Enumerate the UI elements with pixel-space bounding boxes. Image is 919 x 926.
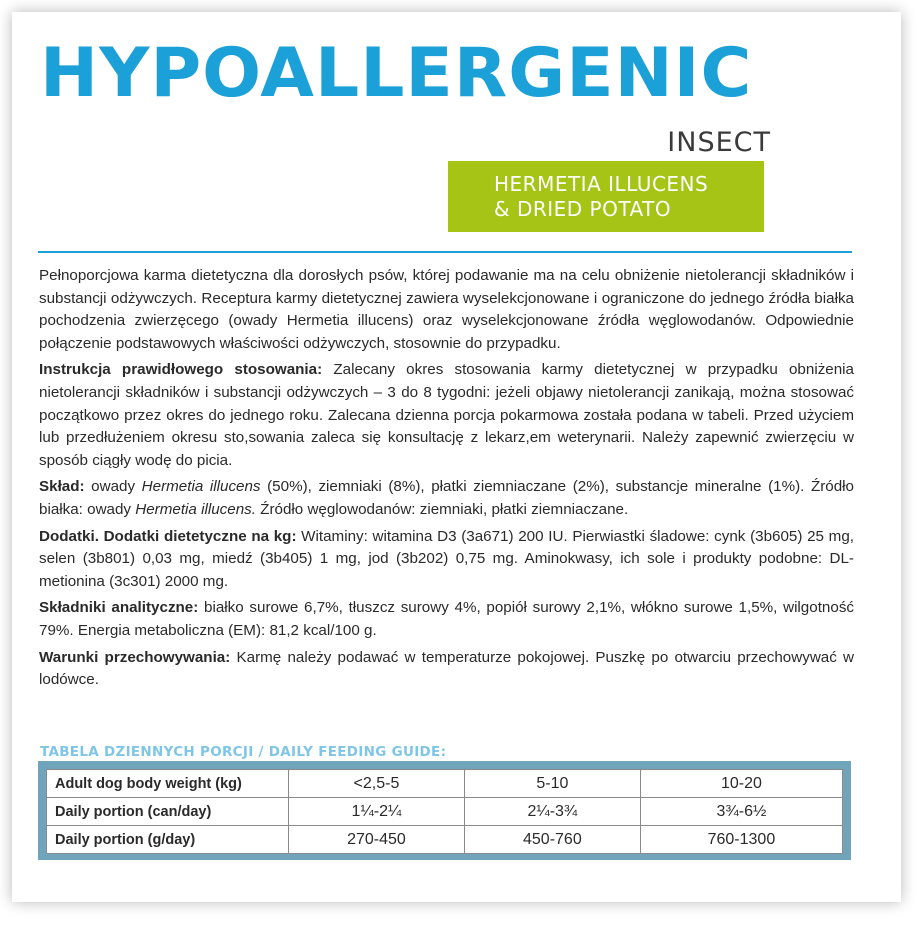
storage-paragraph: [39, 647, 854, 692]
composition-text-a: owady: [84, 478, 142, 496]
row-label: Daily portion (can/day): [47, 798, 289, 826]
analytical-text: białko surowe 6,7%, tłuszcz surowy 4%, popiół surowy 2,1%, włókno surowe 1,5%, wilgotność 79%. Energia metaboliczna (EM): 81,2 kcal/100 g.: [39, 599, 855, 639]
table-cell: <2,5-5: [289, 770, 465, 798]
table-row: [47, 826, 843, 854]
table-cell: 450-760: [464, 826, 640, 854]
divider: [38, 251, 852, 253]
ingredients-badge: [448, 161, 764, 232]
description-text: [39, 265, 854, 696]
feeding-table-title: TABELA DZIENNYCH PORCJI / DAILY FEEDING GUIDE:: [40, 744, 447, 760]
table-row: [47, 770, 843, 798]
analytical-label: Składniki analityczne:: [39, 599, 199, 617]
table-cell: 1¼-2¼: [289, 798, 465, 826]
composition-paragraph: [39, 476, 854, 521]
intro-paragraph: [39, 265, 854, 355]
usage-paragraph: [39, 359, 854, 472]
table-cell: 10-20: [640, 770, 842, 798]
table-cell: 5-10: [464, 770, 640, 798]
storage-text: Karmę należy podawać w temperaturze pokojowej. Puszkę po otwarciu przechowywać w lodówce.: [39, 648, 854, 689]
ingredients-line-1: HERMETIA ILLUCENS: [494, 172, 709, 196]
row-label: Daily portion (g/day): [47, 826, 289, 854]
table-row: [47, 798, 843, 826]
composition-text-c: Źródło węglowodanów: ziemniaki, płatki ziemniaczane.: [255, 500, 629, 518]
composition-text-b: (50%), ziemniaki (8%), płatki ziemniaczane (2%), substancje mineralne (1%). Źródło białka: owady: [39, 478, 855, 518]
brand-title: HYPOALLERGENIC: [40, 34, 753, 113]
ingredients-line-2: & DRIED POTATO: [494, 197, 672, 221]
additives-paragraph: [39, 526, 854, 594]
feeding-table: [46, 769, 843, 854]
analytical-paragraph: [39, 597, 854, 642]
composition-label: Skład:: [39, 478, 85, 496]
variant-title: INSECT: [667, 127, 771, 158]
feeding-table-frame: [38, 761, 851, 860]
usage-label: Instrukcja prawidłowego stosowania:: [39, 361, 323, 379]
table-cell: 760-1300: [640, 826, 842, 854]
table-cell: 2¼-3¾: [464, 798, 640, 826]
table-cell: 3¾-6½: [640, 798, 842, 826]
table-cell: 270-450: [289, 826, 465, 854]
storage-label: Warunki przechowywania:: [39, 648, 231, 666]
usage-text: Zalecany okres stosowania karmy dietetycznej w przypadku obniżenia nietolerancji składników i substancji odżywczych – 3 do 8 tygodni: jeżeli objawy nietolerancji zanikają, można stosować początkowo przez okres do jednego roku. Zalecana dzienna porcja pokarmowa została podana w tabeli. Przed użyciem lub przedłużeniem okresu sto,sowania zaleca się konsultację z lekarz,em weterynarii. Należy zapewnić zwierzęciu w sposób ciągły wodę do picia.: [39, 361, 855, 469]
additives-text: Witaminy: witamina D3 (3a671) 200 IU. Pierwiastki śladowe: cynk (3b605) 25 mg, selen (3b801) 0,03 mg, miedź (3b405) 1 mg, jod (3b202) 0,75 mg. Aminokwasy, ich sole i produkty podobne: DL-metionina (3c301) 2000 mg.: [39, 527, 854, 590]
composition-species-2: Hermetia illucens.: [135, 500, 256, 518]
row-label: Adult dog body weight (kg): [47, 770, 289, 798]
additives-label: Dodatki. Dodatki dietetyczne na kg:: [39, 527, 297, 545]
composition-species: Hermetia illucens: [141, 478, 261, 496]
intro-text: Pełnoporcjowa karma dietetyczna dla dorosłych psów, której podawanie ma na celu obniżenie nietolerancji składników i substancji odżywczych. Receptura karmy dietetycznej zawiera wyselekcjonowane i ograniczone do jednego źródła białka pochodzenia zwierzęcego (owady Hermetia illucens) oraz wyselekcjonowane źródła węglowodanów. Odpowiednie połączenie podstawowych właściwości odżywczych, stosownie do przypadku.: [39, 267, 854, 352]
